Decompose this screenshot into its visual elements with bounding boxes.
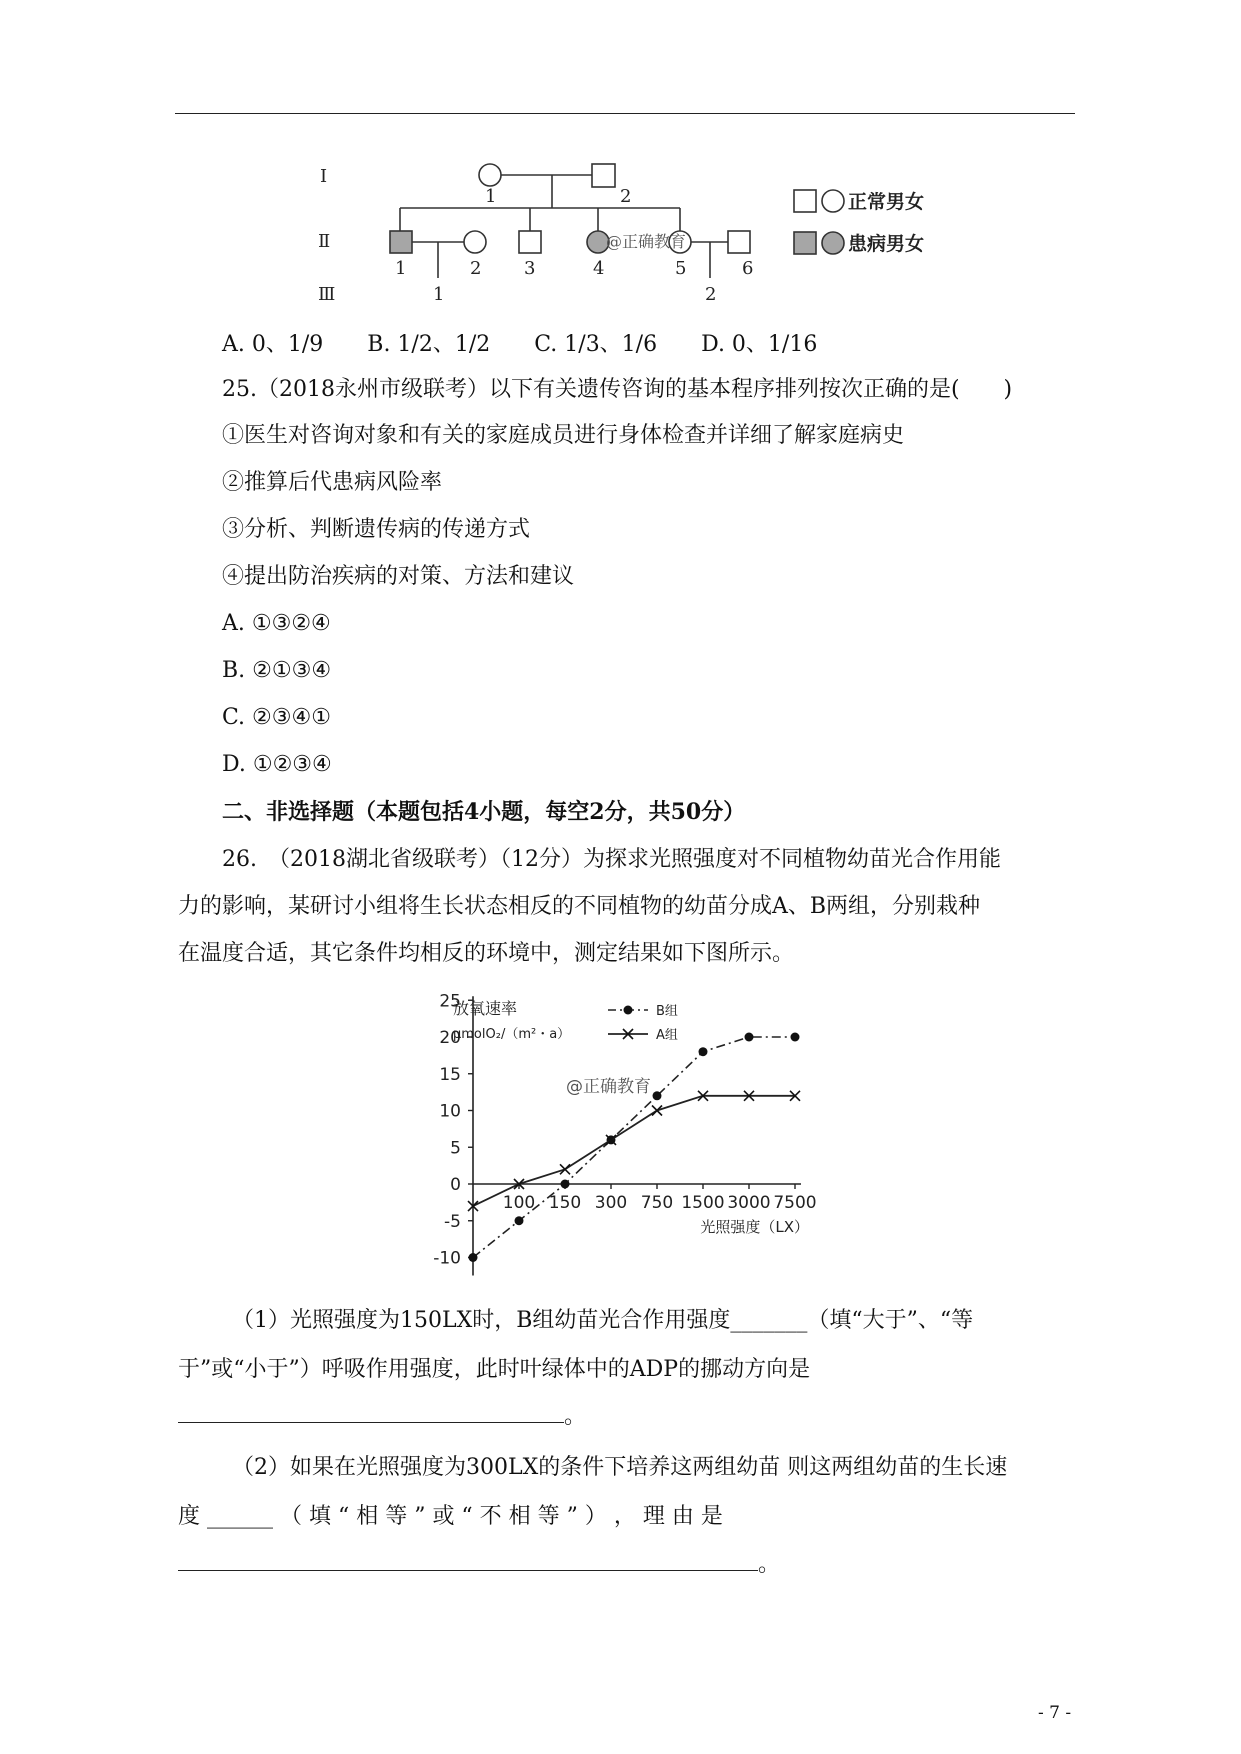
y-tick-label: 10: [439, 1101, 461, 1122]
q25-item-1: ①医生对咨询对象和有关的家庭成员进行身体检查并详细了解家庭病史: [222, 423, 905, 448]
x-tick-label: 150: [548, 1193, 582, 1213]
gen-label-1: I: [320, 166, 328, 187]
q25-option-c: C. ②③④①: [222, 705, 331, 730]
x-tick-label: 3000: [727, 1193, 771, 1213]
q25-item-4: ④提出防治疾病的对策、方法和建议: [222, 564, 575, 589]
header-rule: [175, 113, 1075, 114]
series-b-point: [653, 1091, 662, 1100]
legend-affected-female-icon: [822, 232, 844, 254]
q26-line-3: 在温度合适，其它条件均相反的环境中，测定结果如下图所示。: [178, 941, 795, 966]
gen3-num-2: 2: [705, 284, 717, 305]
page-number: - 7 -: [1038, 1703, 1072, 1723]
series-a-point: [652, 1106, 662, 1116]
x-tick-label: 100: [502, 1193, 536, 1213]
q26-p1-line-2: 于”或“小于”）呼吸作用强度，此时叶绿体中的ADP的挪动方向是: [178, 1357, 811, 1382]
gen1-female-1: [479, 164, 501, 186]
x-tick-label: 300: [594, 1193, 628, 1213]
series-b-point: [791, 1033, 800, 1042]
gen2-female-2: [464, 231, 486, 253]
gen-label-2: Ⅱ: [318, 231, 331, 252]
series-b-point: [469, 1253, 478, 1262]
pedigree-diagram: [318, 150, 980, 310]
gen2-num-2: 2: [470, 258, 482, 279]
x-tick-label: 7500: [773, 1193, 817, 1213]
y-tick-label: 20: [439, 1028, 461, 1048]
gen1-male-2: [592, 164, 615, 187]
legend-a-label: A组: [656, 1028, 678, 1043]
gen2-num-4: 4: [593, 258, 605, 279]
gen2-affected-male-1: [390, 231, 412, 253]
gen2-num-3: 3: [524, 258, 536, 279]
q26-p1-line-3: [178, 1402, 586, 1432]
gen2-male-6: [728, 231, 750, 253]
gen2-male-3: [519, 231, 541, 253]
q25-item-3: ③分析、判断遗传病的传递方式: [222, 517, 531, 542]
oxygen-release-chart: [418, 988, 868, 1288]
q25-stem: 25.（2018永州市级联考）以下有关遗传咨询的基本程序排列按次正确的是( ): [222, 377, 1013, 402]
q26-p2-line-1: （2）如果在光照强度为300LX的条件下培养这两组幼苗 则这两组幼苗的生长速: [232, 1455, 1008, 1480]
y-tick-label: -10: [433, 1248, 461, 1269]
series-b-point: [699, 1047, 708, 1056]
y-tick-label: 5: [450, 1138, 461, 1159]
gen1-num-1: 1: [485, 186, 497, 207]
series-b-point: [561, 1180, 570, 1189]
y-tick-label: 25: [439, 991, 461, 1012]
x-tick-label: 1500: [681, 1193, 725, 1213]
y-tick-label: 0: [450, 1175, 461, 1195]
chart-title: 放氧速率: [453, 999, 518, 1018]
y-axis-label: μmolO₂/（m²・a）: [453, 1027, 571, 1042]
gen2-num-6: 6: [742, 258, 754, 279]
y-tick-label: 15: [439, 1064, 461, 1085]
q26-p1-line-1: （1）光照强度为150LX时，B组幼苗光合作用强度_______（填“大于”、“等: [232, 1308, 974, 1333]
legend-b-label: B组: [656, 1004, 678, 1019]
x-tick-label: 750: [640, 1193, 674, 1213]
gen3-num-1: 1: [433, 284, 445, 305]
gen2-num-5: 5: [675, 258, 687, 279]
series-a-point: [560, 1164, 570, 1174]
q24-options: A. 0、1/9 B. 1/2、1/2 C. 1/3、1/6 D. 0、1/16: [222, 332, 818, 357]
answer-blank-adp-direction[interactable]: [178, 1402, 564, 1423]
legend-normal-label: 正常男女: [848, 191, 925, 213]
period: 。: [758, 1552, 781, 1577]
q25-option-b: B. ②①③④: [222, 658, 332, 683]
legend-normal-male-icon: [794, 190, 816, 212]
legend-affected-label: 患病男女: [848, 233, 925, 255]
gen-label-3: Ⅲ: [318, 284, 336, 305]
series-b-point: [745, 1033, 754, 1042]
series-a-line: [473, 1096, 795, 1206]
legend-affected-male-icon: [794, 232, 816, 254]
q26-p2-line-3: [178, 1550, 780, 1580]
q26-line-1: 26. （2018湖北省级联考）（12分）为探求光照强度对不同植物幼苗光合作用能: [222, 847, 1001, 872]
x-axis-label: 光照强度（LX）: [700, 1218, 809, 1236]
gen1-num-2: 2: [620, 186, 632, 207]
q25-option-d: D. ①②③④: [222, 752, 332, 777]
gen2-num-1: 1: [395, 258, 407, 279]
answer-blank-reason[interactable]: [178, 1550, 758, 1571]
section2-title: 二、非选择题（本题包括4小题，每空2分，共50分）: [222, 799, 746, 825]
legend-normal-female-icon: [822, 190, 844, 212]
y-tick-label: -5: [444, 1211, 461, 1232]
legend-b-marker: [624, 1006, 633, 1015]
chart-watermark: @正确教育: [566, 1077, 651, 1097]
q25-option-a: A. ①③②④: [222, 611, 331, 636]
q26-line-2: 力的影响，某研讨小组将生长状态相反的不同植物的幼苗分成A、B两组，分别栽种: [178, 894, 981, 919]
period: 。: [564, 1404, 587, 1429]
q25-item-2: ②推算后代患病风险率: [222, 470, 443, 495]
series-b-point: [515, 1216, 524, 1225]
pedigree-watermark: @正确教育: [606, 232, 687, 251]
q26-p2-line-2: 度 ______ （ 填 “ 相 等 ” 或 “ 不 相 等 ” ） ， 理 由 是: [178, 1504, 723, 1529]
